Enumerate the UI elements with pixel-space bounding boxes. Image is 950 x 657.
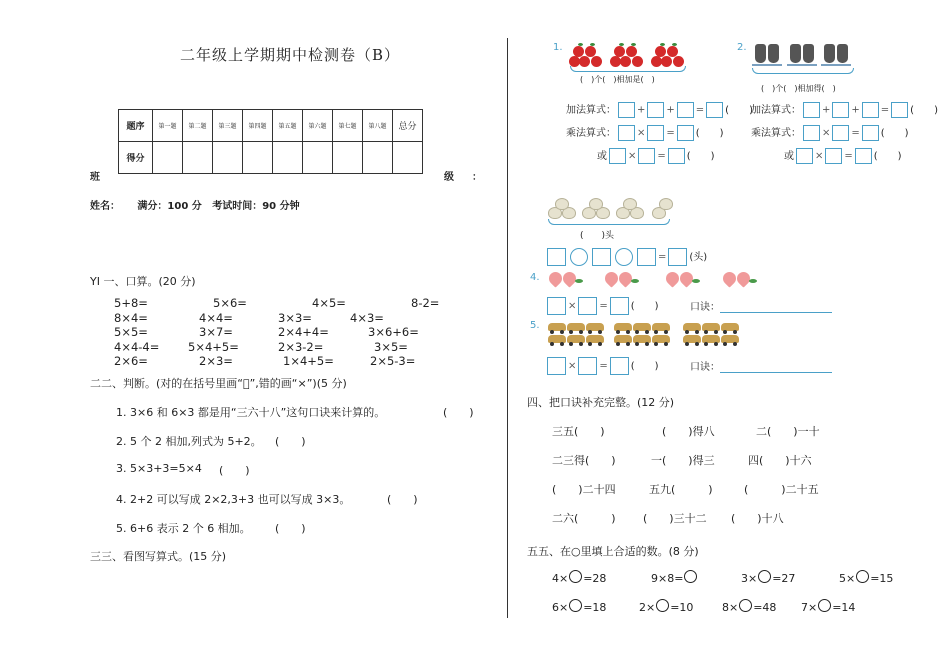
- answer-box[interactable]: [647, 102, 664, 118]
- answer-circle[interactable]: [615, 248, 633, 266]
- circle-fill-item: [722, 599, 776, 614]
- p1-or-row: 或 × = ( ): [597, 147, 715, 164]
- score-table-row-head: 题序: [119, 110, 153, 142]
- score-cell[interactable]: [243, 142, 273, 174]
- score-cell[interactable]: [393, 142, 423, 174]
- score-table-item: 第三题: [213, 110, 243, 142]
- oral-calc-item[interactable]: 2×3=: [199, 354, 233, 368]
- judge-item: 3. 5×3+3=5×4: [116, 462, 202, 475]
- answer-box[interactable]: [825, 148, 842, 164]
- koujue-fill-item[interactable]: ( )三十二: [643, 512, 707, 525]
- answer-paren[interactable]: ( ): [725, 105, 753, 116]
- circle-fill-right: =14: [832, 601, 856, 614]
- addition-label: 加法算式：: [566, 105, 616, 116]
- answer-box[interactable]: [610, 297, 629, 315]
- score-cell[interactable]: [183, 142, 213, 174]
- oral-calc-item[interactable]: 3×7=: [199, 325, 233, 339]
- answer-circle[interactable]: [856, 570, 869, 583]
- koujue-answer-line[interactable]: [720, 362, 832, 373]
- circle-fill-right: =10: [670, 601, 694, 614]
- circle-fill-left: 4×: [552, 572, 569, 585]
- oral-calc-item[interactable]: 4×4-4=: [114, 339, 160, 354]
- circle-fill-item: [741, 570, 795, 585]
- circle-fill-item: [839, 570, 893, 585]
- section1-heading: YI 一、口算。(20 分): [90, 275, 196, 288]
- or-label: 或: [784, 151, 794, 162]
- p4-equation-row: × = ( ): [545, 297, 659, 315]
- answer-box[interactable]: [706, 102, 723, 118]
- answer-paren[interactable]: ( ): [686, 151, 715, 162]
- judge-paren[interactable]: ( ): [387, 493, 418, 506]
- circle-fill-right: =15: [870, 572, 894, 585]
- p4-koujue: [690, 298, 832, 313]
- section4-heading: 四、把口诀补充完整。(12 分): [527, 396, 675, 409]
- oral-calc-item[interactable]: 2×5-3=: [370, 354, 416, 368]
- answer-box[interactable]: [803, 102, 820, 118]
- answer-paren[interactable]: ( ): [880, 128, 909, 139]
- name-score-time-line: 姓名： 满分：100 分 考试时间：90 分钟: [90, 201, 300, 212]
- answer-box[interactable]: [832, 125, 849, 141]
- score-cell[interactable]: [363, 142, 393, 174]
- oral-calc-item[interactable]: 4×5=: [312, 296, 346, 310]
- answer-box[interactable]: [647, 125, 664, 141]
- score-cell[interactable]: [303, 142, 333, 174]
- score-table-item: 第四题: [243, 110, 273, 142]
- oral-calc-item[interactable]: 2×3-2=: [278, 339, 324, 354]
- answer-box[interactable]: [668, 248, 687, 266]
- circle-fill-left: 5×: [839, 572, 856, 585]
- judge-item: 1. 3×6 和 6×3 都是用“三六十八”这句口诀来计算的。: [116, 406, 386, 419]
- koujue-fill-item[interactable]: ( )得八: [662, 425, 715, 438]
- p3-equation-row: = (头): [545, 248, 707, 266]
- circle-fill-left: 7×: [801, 601, 818, 614]
- answer-circle[interactable]: [569, 599, 582, 612]
- oral-calc-item[interactable]: 5×4+5=: [188, 339, 239, 354]
- answer-box[interactable]: [618, 125, 635, 141]
- or-label: 或: [597, 151, 607, 162]
- answer-circle[interactable]: [570, 248, 588, 266]
- oral-calc-item[interactable]: 5×5=: [114, 325, 148, 339]
- answer-box[interactable]: [547, 297, 566, 315]
- judge-paren[interactable]: ( ): [443, 406, 474, 419]
- score-table-item: 第八题: [363, 110, 393, 142]
- class-label: 班: [90, 172, 100, 183]
- multiplication-label: 乘法算式：: [566, 128, 616, 139]
- answer-box[interactable]: [547, 248, 566, 266]
- answer-paren[interactable]: ( ): [630, 361, 659, 372]
- page-title: 二年级上学期期中检测卷（B）: [180, 46, 401, 64]
- answer-box[interactable]: [832, 102, 849, 118]
- p1-multiplication-row: 乘法算式： × = ( ): [566, 124, 724, 141]
- oral-calc-item[interactable]: 3×6+6=: [368, 325, 419, 339]
- koujue-label: 口诀：: [690, 302, 720, 313]
- score-cell[interactable]: [153, 142, 183, 174]
- circle-fill-left: 3×: [741, 572, 758, 585]
- koujue-fill-item[interactable]: 三五( ): [552, 425, 605, 438]
- answer-circle[interactable]: [569, 570, 582, 583]
- p1-addition-row: 加法算式： + + = ( ): [566, 101, 753, 118]
- answer-paren[interactable]: ( ): [873, 151, 902, 162]
- answer-box[interactable]: [855, 148, 872, 164]
- oral-calc-item[interactable]: 8×4=: [114, 310, 148, 325]
- circle-fill-item: [801, 599, 855, 614]
- score-cell[interactable]: [333, 142, 363, 174]
- answer-box[interactable]: [677, 125, 694, 141]
- p5-koujue: [690, 358, 832, 373]
- p5-equation-row: × = ( ): [545, 357, 659, 375]
- circle-fill-right: =27: [772, 572, 796, 585]
- section5-heading: 五五、在○里填上合适的数。(8 分): [527, 545, 699, 558]
- answer-paren[interactable]: ( ): [630, 301, 659, 312]
- answer-box[interactable]: [668, 148, 685, 164]
- score-table-total: 总分: [393, 110, 423, 142]
- score-table-item: 第五题: [273, 110, 303, 142]
- koujue-answer-line[interactable]: [720, 302, 832, 313]
- koujue-fill-item[interactable]: 二六( ): [552, 512, 616, 525]
- score-table-item: 第二题: [183, 110, 213, 142]
- class-label: 级: [444, 172, 454, 183]
- circle-fill-right: =18: [583, 601, 607, 614]
- answer-box[interactable]: [638, 148, 655, 164]
- problem4-number: 4.: [530, 272, 540, 283]
- koujue-fill-item[interactable]: 二三得( ): [552, 454, 616, 467]
- koujue-fill-item[interactable]: ( )二十五: [744, 483, 819, 496]
- koujue-fill-item[interactable]: 四( )十六: [748, 454, 812, 467]
- circle-fill-left: 9×8=: [651, 572, 684, 585]
- circle-fill-item: [651, 570, 698, 585]
- answer-box[interactable]: [796, 148, 813, 164]
- answer-box[interactable]: [610, 357, 629, 375]
- answer-circle[interactable]: [739, 599, 752, 612]
- answer-box[interactable]: [609, 148, 626, 164]
- koujue-fill-item[interactable]: 二( )一十: [756, 425, 820, 438]
- answer-box[interactable]: [891, 102, 908, 118]
- koujue-label: 口诀：: [690, 362, 720, 373]
- circle-fill-left: 8×: [722, 601, 739, 614]
- judge-item: 5. 6+6 表示 2 个 6 相加。: [116, 522, 251, 535]
- oral-calc-item[interactable]: 5×6=: [213, 296, 247, 310]
- score-cell[interactable]: [213, 142, 243, 174]
- problem1-caption: ( )个( )相加是( ): [580, 75, 655, 84]
- answer-circle[interactable]: [684, 570, 697, 583]
- oral-calc-item[interactable]: 5+8=: [114, 296, 148, 310]
- answer-paren[interactable]: ( ): [910, 105, 938, 116]
- answer-box[interactable]: [862, 125, 879, 141]
- answer-box[interactable]: [618, 102, 635, 118]
- section2-heading: 二二、判断。(对的在括号里画“ ”,错的画“×”)(5 分): [90, 377, 344, 390]
- answer-circle[interactable]: [818, 599, 831, 612]
- circle-fill-right: =48: [753, 601, 777, 614]
- circle-fill-item: [552, 599, 606, 614]
- answer-paren[interactable]: ( ): [695, 128, 724, 139]
- judge-item: 2. 5 个 2 相加,列式为 5+2。: [116, 435, 262, 448]
- oral-calc-item[interactable]: 2×4+4=: [278, 325, 329, 339]
- page-divider: [507, 38, 508, 618]
- answer-box[interactable]: [862, 102, 879, 118]
- problem1-number: 1.: [553, 42, 563, 53]
- oral-calc-item[interactable]: 8-2=: [411, 296, 440, 310]
- p2-or-row: 或 × = ( ): [784, 147, 902, 164]
- unit-label: (头): [689, 252, 708, 263]
- score-cell[interactable]: [273, 142, 303, 174]
- oral-calc-item[interactable]: 3×3=: [278, 310, 312, 325]
- answer-circle[interactable]: [656, 599, 669, 612]
- problem5-number: 5.: [530, 320, 540, 331]
- p2-addition-row: 加法算式： + + = ( ): [751, 101, 938, 118]
- oral-calc-item[interactable]: 4×4=: [199, 310, 233, 325]
- problem3-caption: ( )头: [580, 231, 615, 241]
- koujue-fill-item[interactable]: ( )十八: [731, 512, 784, 525]
- addition-label: 加法算式：: [751, 105, 801, 116]
- judge-item: 4. 2+2 可以写成 2×2,3+3 也可以写成 3×3。: [116, 493, 351, 506]
- answer-box[interactable]: [803, 125, 820, 141]
- answer-box[interactable]: [677, 102, 694, 118]
- oral-calc-item[interactable]: 3×5=: [374, 339, 408, 354]
- answer-box[interactable]: [578, 357, 597, 375]
- koujue-fill-item[interactable]: 一( )得三: [651, 454, 715, 467]
- oral-calc-item[interactable]: 1×4+5=: [283, 354, 334, 368]
- problem2-caption: ( )个( )相加得( ): [761, 84, 836, 93]
- problem2-number: 2.: [737, 42, 747, 53]
- answer-box[interactable]: [592, 248, 611, 266]
- judge-paren[interactable]: ( ): [275, 522, 306, 535]
- answer-box[interactable]: [637, 248, 656, 266]
- circle-fill-item: [552, 570, 606, 585]
- oral-calc-item[interactable]: 2×6=: [114, 354, 148, 368]
- answer-box[interactable]: [547, 357, 566, 375]
- score-table-row-head: 得分: [119, 142, 153, 174]
- koujue-fill-item[interactable]: 五九( ): [649, 483, 713, 496]
- class-colon: ：: [472, 172, 482, 183]
- circle-fill-right: =28: [583, 572, 607, 585]
- score-table-item: 第七题: [333, 110, 363, 142]
- p2-multiplication-row: 乘法算式： × = ( ): [751, 124, 909, 141]
- oral-calc-item[interactable]: 4×3=: [350, 310, 384, 325]
- circle-fill-item: [639, 599, 693, 614]
- circle-fill-left: 6×: [552, 601, 569, 614]
- score-table: [118, 109, 423, 174]
- score-table-item: 第六题: [303, 110, 333, 142]
- judge-paren[interactable]: ( ): [219, 464, 250, 477]
- circle-fill-left: 2×: [639, 601, 656, 614]
- koujue-fill-item[interactable]: ( )二十四: [552, 483, 616, 496]
- judge-paren[interactable]: ( ): [275, 435, 306, 448]
- answer-circle[interactable]: [758, 570, 771, 583]
- section3-heading: 三三、看图写算式。(15 分): [90, 550, 227, 563]
- answer-box[interactable]: [578, 297, 597, 315]
- multiplication-label: 乘法算式：: [751, 128, 801, 139]
- score-table-item: 第一题: [153, 110, 183, 142]
